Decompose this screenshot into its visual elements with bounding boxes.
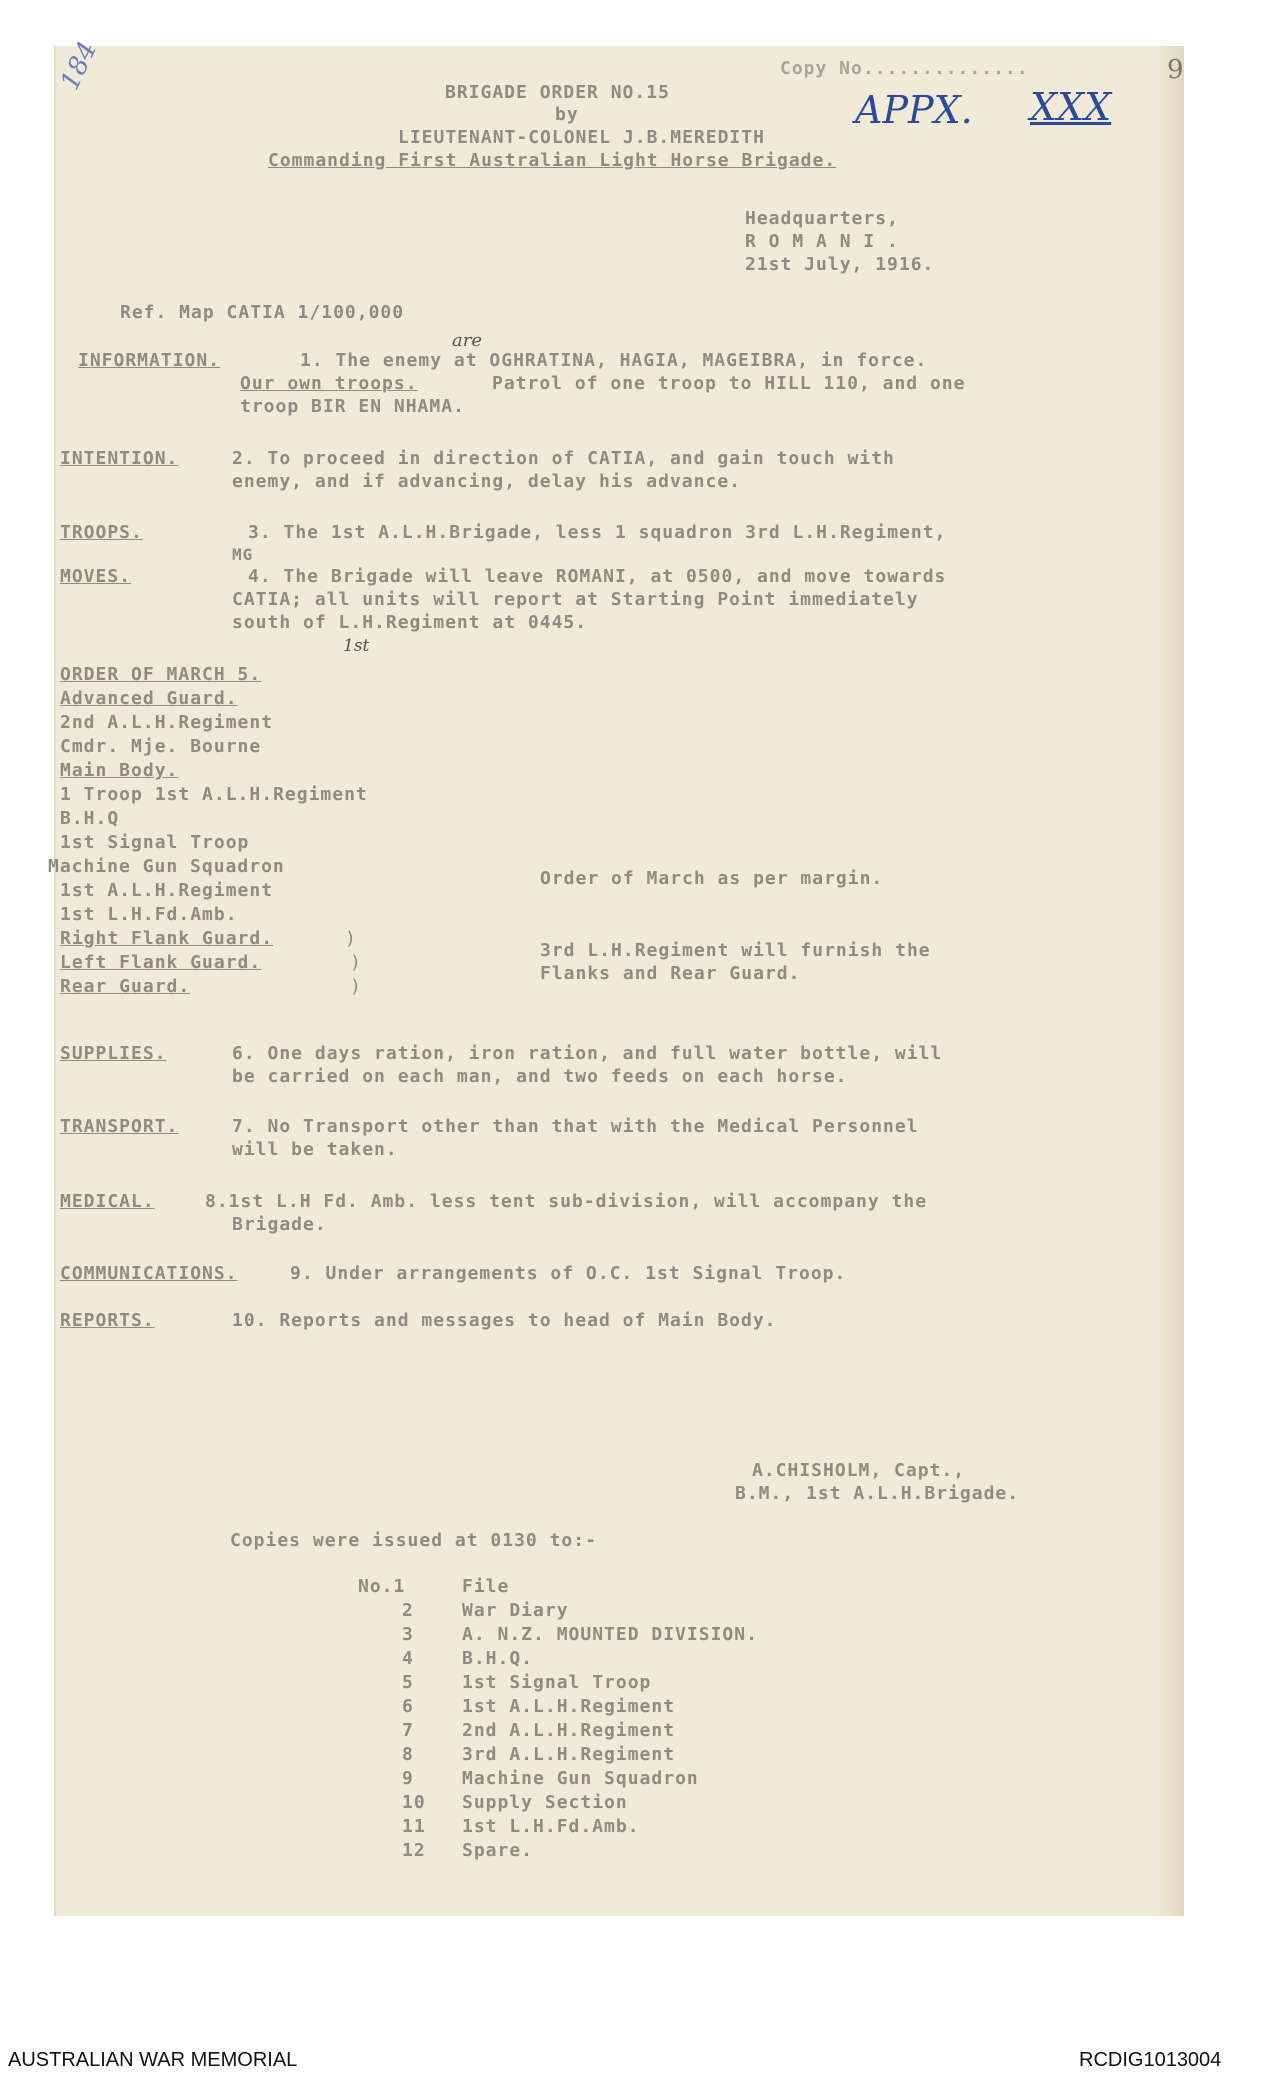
copies-intro: Copies were issued at 0130 to:- <box>230 1530 597 1551</box>
intention-text: 2. To proceed in direction of CATIA, and gain touch with <box>232 448 895 469</box>
copy-recipient-3: A. N.Z. MOUNTED DIVISION. <box>462 1624 758 1645</box>
supplies-text: 6. One days ration, iron ration, and full water bottle, will <box>232 1043 943 1064</box>
information-heading: INFORMATION. <box>78 350 221 371</box>
bracket-3: ) <box>350 976 362 997</box>
copy-number-6: 6 <box>402 1696 414 1717</box>
troops-text: 3. The 1st A.L.H.Brigade, less 1 squadron 3rd L.H.Regiment, <box>248 522 947 543</box>
flank-note: 3rd L.H.Regiment will furnish the <box>540 940 931 961</box>
mb-item-1: 1 Troop 1st A.L.H.Regiment <box>60 784 368 805</box>
page-number: 9 <box>1167 55 1184 85</box>
moves-text-2: CATIA; all units will report at Starting Point immediately <box>232 589 919 610</box>
troops-text-2: MG <box>232 545 254 564</box>
information-insert: are <box>452 330 482 351</box>
intention-heading: INTENTION. <box>60 448 179 469</box>
appendix-number: XXX <box>1030 85 1112 129</box>
copy-recipient-7: 2nd A.L.H.Regiment <box>462 1720 676 1741</box>
copy-number-10: 10 <box>402 1792 426 1813</box>
moves-heading: MOVES. <box>60 566 132 587</box>
communications-text: 9. Under arrangements of O.C. 1st Signal Troop. <box>290 1263 847 1284</box>
copy-number-5: 5 <box>402 1672 414 1693</box>
own-troops-text: Patrol of one troop to HILL 110, and one <box>492 373 966 394</box>
copy-number-12: 12 <box>402 1840 426 1861</box>
copy-recipient-1: File <box>462 1576 510 1597</box>
mb-item-4: Machine Gun Squadron <box>48 856 285 877</box>
copy-number-3: 3 <box>402 1624 414 1645</box>
copy-number-7: 7 <box>402 1720 414 1741</box>
signature-name: A.CHISHOLM, Capt., <box>752 1460 966 1481</box>
troops-heading: TROOPS. <box>60 522 143 543</box>
own-troops-text-2: troop BIR EN NHAMA. <box>240 396 465 417</box>
copy-recipient-11: 1st L.H.Fd.Amb. <box>462 1816 640 1837</box>
location-date: 21st July, 1916. <box>745 254 935 275</box>
mb-item-5: 1st A.L.H.Regiment <box>60 880 274 901</box>
moves-text-3: south of L.H.Regiment at 0445. <box>232 612 588 633</box>
march-note: Order of March as per margin. <box>540 868 884 889</box>
copy-recipient-10: Supply Section <box>462 1792 628 1813</box>
transport-heading: TRANSPORT. <box>60 1116 179 1137</box>
copy-recipient-9: Machine Gun Squadron <box>462 1768 699 1789</box>
location-place: R O M A N I . <box>745 231 899 252</box>
copy-recipient-6: 1st A.L.H.Regiment <box>462 1696 676 1717</box>
footer-archive: AUSTRALIAN WAR MEMORIAL <box>8 2049 298 2071</box>
appendix-label: APPX. <box>855 88 973 132</box>
moves-insert: 1st <box>343 636 370 656</box>
transport-text-2: will be taken. <box>232 1139 398 1160</box>
information-text: 1. The enemy at OGHRATINA, HAGIA, MAGEIBRA, in force. <box>300 350 928 371</box>
order-command: Commanding First Australian Light Horse Brigade. <box>268 150 837 171</box>
own-troops-heading: Our own troops. <box>240 373 418 394</box>
order-author: LIEUTENANT-COLONEL J.B.MEREDITH <box>398 127 765 148</box>
ag-item-2: Cmdr. Mje. Bourne <box>60 736 262 757</box>
signature-role: B.M., 1st A.L.H.Brigade. <box>735 1483 1020 1504</box>
left-flank-guard: Left Flank Guard. <box>60 952 262 973</box>
medical-heading: MEDICAL. <box>60 1191 155 1212</box>
advanced-guard-heading: Advanced Guard. <box>60 688 238 709</box>
copy-number-8: 8 <box>402 1744 414 1765</box>
copy-number-9: 9 <box>402 1768 414 1789</box>
order-by: by <box>555 104 579 125</box>
copy-number-1: No.1 <box>358 1576 406 1597</box>
rear-guard: Rear Guard. <box>60 976 191 997</box>
bracket-2: ) <box>350 952 362 973</box>
reports-text: 10. Reports and messages to head of Main Body. <box>232 1310 777 1331</box>
intention-text-2: enemy, and if advancing, delay his advance. <box>232 471 741 492</box>
copy-recipient-5: 1st Signal Troop <box>462 1672 652 1693</box>
supplies-heading: SUPPLIES. <box>60 1043 167 1064</box>
page-edge <box>1160 46 1184 1916</box>
bracket-1: ) <box>345 928 357 949</box>
margin-number: 184 <box>55 37 104 95</box>
mb-item-3: 1st Signal Troop <box>60 832 250 853</box>
copy-recipient-8: 3rd A.L.H.Regiment <box>462 1744 676 1765</box>
footer-id: RCDIG1013004 <box>1079 2049 1222 2071</box>
ref-map: Ref. Map CATIA 1/100,000 <box>120 302 405 323</box>
mb-item-2: B.H.Q <box>60 808 120 829</box>
main-body-heading: Main Body. <box>60 760 179 781</box>
transport-text: 7. No Transport other than that with the Medical Personnel <box>232 1116 919 1137</box>
location-hq: Headquarters, <box>745 208 899 229</box>
mb-item-6: 1st L.H.Fd.Amb. <box>60 904 238 925</box>
order-title: BRIGADE ORDER NO.15 <box>445 82 670 103</box>
copy-recipient-4: B.H.Q. <box>462 1648 534 1669</box>
moves-text: 4. The Brigade will leave ROMANI, at 0500, and move towards <box>248 566 947 587</box>
ag-item-1: 2nd A.L.H.Regiment <box>60 712 274 733</box>
flank-note-2: Flanks and Rear Guard. <box>540 963 801 984</box>
copy-number-11: 11 <box>402 1816 426 1837</box>
medical-text-2: Brigade. <box>232 1214 327 1235</box>
order-of-march-heading: ORDER OF MARCH 5. <box>60 664 262 685</box>
communications-heading: COMMUNICATIONS. <box>60 1263 238 1284</box>
copy-number: Copy No.............. <box>780 58 1029 79</box>
supplies-text-2: be carried on each man, and two feeds on each horse. <box>232 1066 848 1087</box>
copy-number-2: 2 <box>402 1600 414 1621</box>
reports-heading: REPORTS. <box>60 1310 155 1331</box>
copy-recipient-12: Spare. <box>462 1840 534 1861</box>
right-flank-guard: Right Flank Guard. <box>60 928 274 949</box>
copy-recipient-2: War Diary <box>462 1600 569 1621</box>
medical-text: 8.1st L.H Fd. Amb. less tent sub-division, will accompany the <box>205 1191 928 1212</box>
copy-number-4: 4 <box>402 1648 414 1669</box>
